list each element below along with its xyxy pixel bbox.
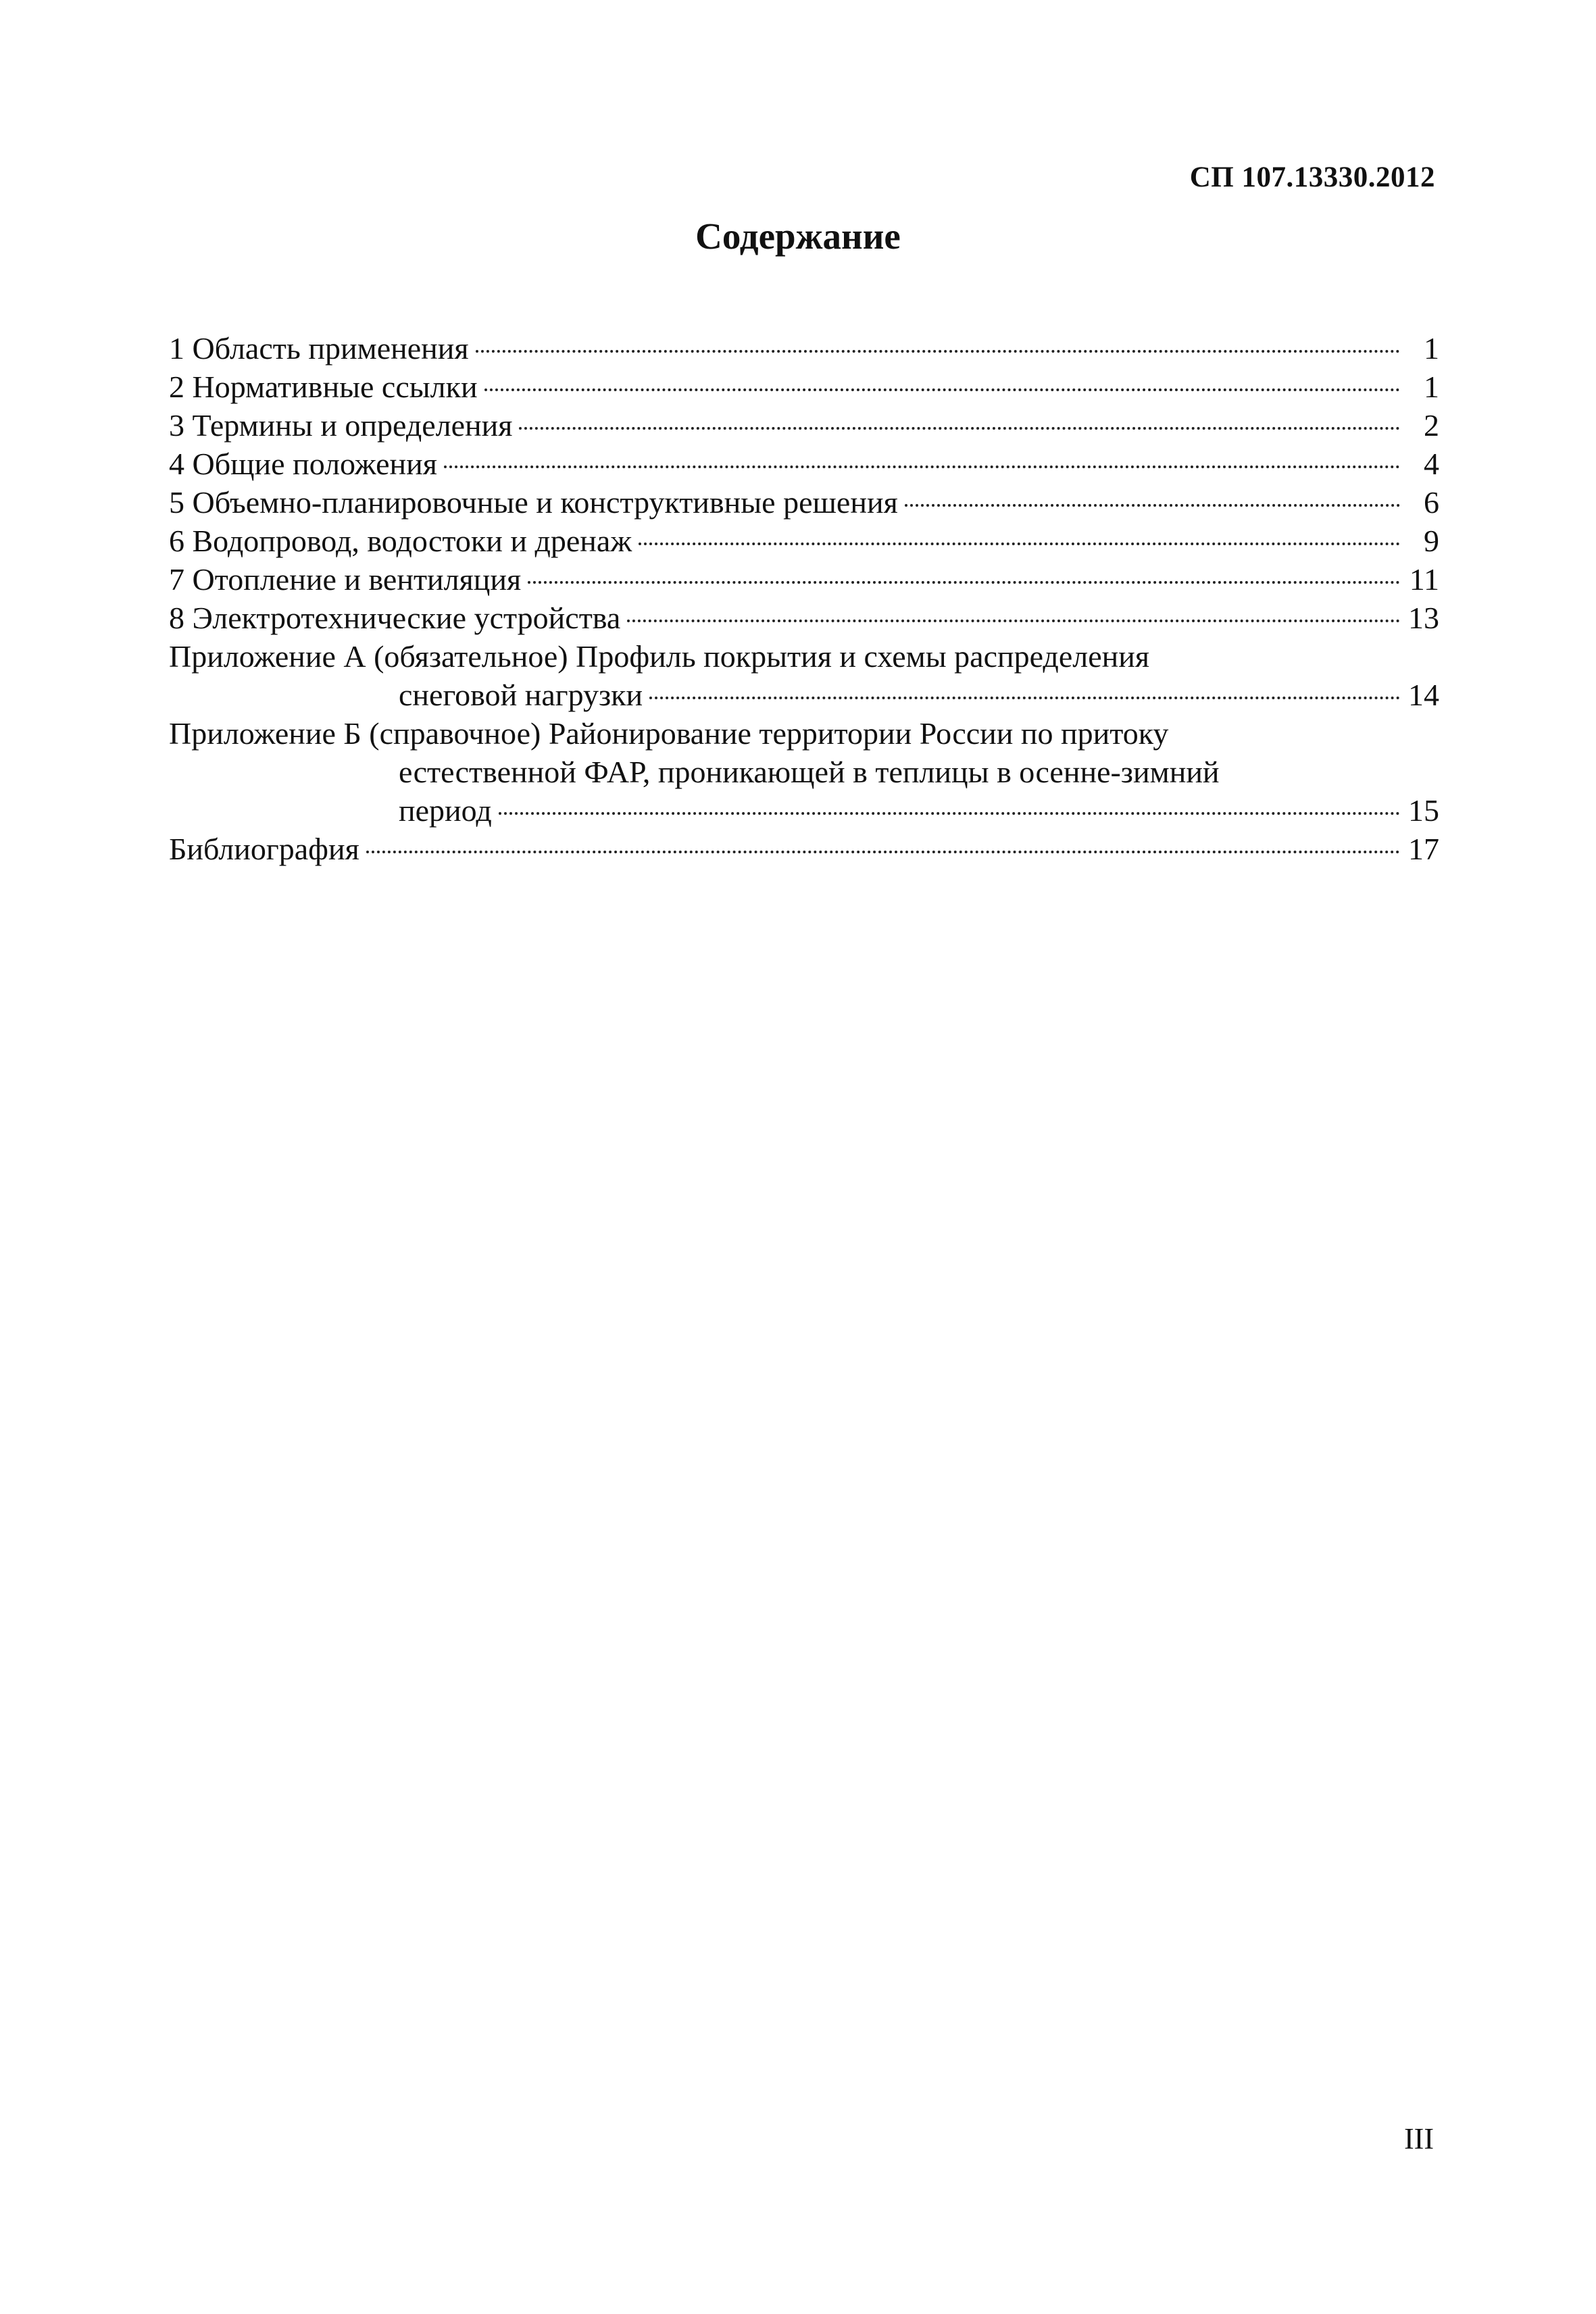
toc-entry-page: 14 [1408,678,1439,712]
dot-leader [639,543,1400,545]
toc-entry-line [169,830,1439,868]
toc-entry-page: 15 [1408,793,1439,828]
toc-entry[interactable] [169,522,1439,560]
toc-entry-title: 5 Объемно-планировочные и конструктивные решения [169,485,898,520]
dot-leader [519,427,1400,430]
toc-entry-page: 9 [1424,524,1439,558]
toc-entry-page: 2 [1424,408,1439,443]
toc-entry-page: 17 [1408,832,1439,866]
toc-entry-title: период [399,793,492,828]
toc-entry-line [169,560,1439,599]
toc-entry[interactable] [169,714,1439,830]
toc-entry-line [169,676,1439,714]
toc-entry-page: 13 [1408,601,1439,635]
toc-entry-title: 2 Нормативные ссылки [169,370,478,404]
toc-entry-line [169,599,1439,637]
toc-entry-text-line: Приложение Б (справочное) Районирование территории России по притоку [169,716,1169,751]
document-code: СП 107.13330.2012 [1189,161,1435,193]
toc-entry-title: 1 Область применения [169,331,469,366]
toc-entry-page: 1 [1424,331,1439,366]
toc-entry-page: 1 [1424,370,1439,404]
toc-entry-title: 4 Общие положения [169,447,437,481]
toc-title: Содержание [695,216,901,257]
toc-entry-title: 6 Водопровод, водостоки и дренаж [169,524,632,558]
toc-entry-page: 11 [1409,562,1439,597]
toc-entry-title: 8 Электротехнические устройства [169,601,621,635]
toc-entry-line [169,368,1439,406]
toc-entry-text-line: Приложение А (обязательное) Профиль покрытия и схемы распределения [169,639,1149,674]
toc-entry-title: 3 Термины и определения [169,408,513,443]
toc-entry-page: 4 [1424,447,1439,481]
toc-entry[interactable] [169,445,1439,483]
toc-entry-line [169,445,1439,483]
toc-entry[interactable] [169,483,1439,522]
toc-entry-line [169,406,1439,445]
toc-entry[interactable] [169,406,1439,445]
page-number: III [1404,2122,1434,2155]
toc-entry-line [169,329,1439,368]
dot-leader [627,620,1400,622]
dot-leader [366,851,1400,853]
toc-entry-title: 7 Отопление и вентиляция [169,562,522,597]
toc-entry[interactable] [169,637,1439,714]
toc-entry[interactable] [169,368,1439,406]
toc-entry-page: 6 [1424,485,1439,520]
dot-leader [444,466,1400,468]
toc-entry-line [169,483,1439,522]
dot-leader [476,350,1400,353]
dot-leader [484,388,1400,391]
dot-leader [528,581,1400,584]
toc-entry[interactable] [169,329,1439,368]
toc-entry[interactable] [169,560,1439,599]
dot-leader [649,697,1400,699]
table-of-contents [169,329,1439,868]
toc-entry[interactable] [169,599,1439,637]
toc-entry-title: Библиография [169,832,359,866]
dot-leader [499,812,1400,815]
toc-entry-title: снеговой нагрузки [399,678,643,712]
toc-entry-line [169,522,1439,560]
toc-entry-text-line: естественной ФАР, проникающей в теплицы в осенне-зимний [399,755,1220,789]
dot-leader [905,504,1400,507]
toc-entry[interactable] [169,830,1439,868]
toc-entry-line [169,791,1439,830]
